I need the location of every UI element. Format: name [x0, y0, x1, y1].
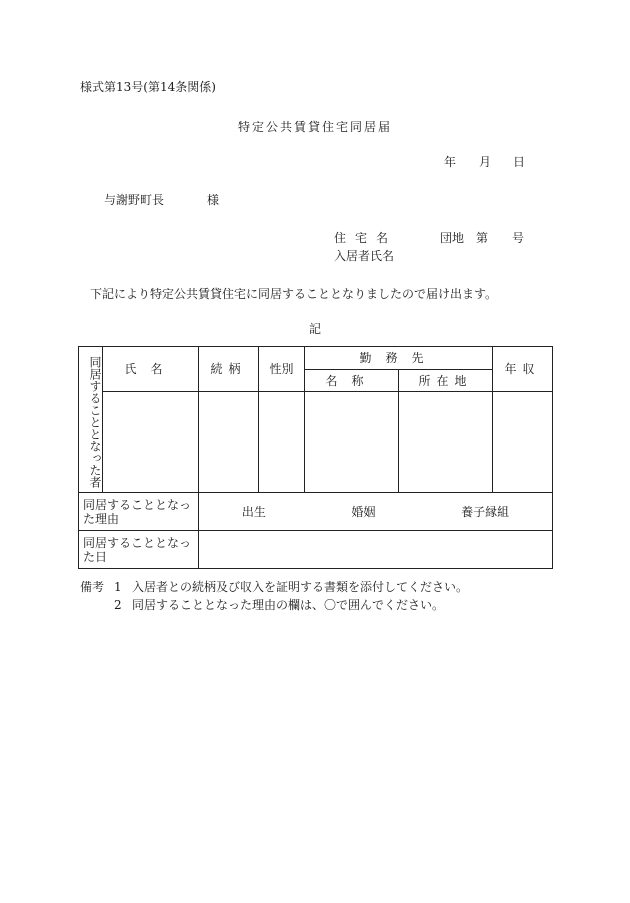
- resident-name-label: 入居者氏名: [334, 249, 395, 263]
- note-text: 同居することとなった理由の欄は、〇で囲んでください。: [132, 598, 445, 612]
- reason-birth[interactable]: 出生: [241, 504, 266, 519]
- workplace-address-cell[interactable]: [399, 392, 493, 493]
- header-name: 氏名: [103, 347, 199, 392]
- residence-label: 住宅名: [334, 231, 398, 245]
- reason-marriage[interactable]: 婚姻: [351, 504, 376, 519]
- header-workplace: 勤務先: [305, 347, 493, 370]
- date-label: 同居することとなった日: [79, 531, 199, 569]
- form-number: 様式第13号(第14条関係): [80, 80, 216, 94]
- header-relation: 続柄: [199, 347, 259, 392]
- name-cell[interactable]: [103, 392, 199, 493]
- residence-number-suffix: 号: [512, 231, 525, 245]
- note-text: 入居者との続柄及び収入を証明する書類を添付してください。: [132, 580, 469, 594]
- reason-options: [199, 493, 553, 531]
- residence-block-label: 団地: [440, 231, 465, 245]
- reason-adoption[interactable]: 養子縁組: [461, 504, 510, 519]
- residence-number-prefix: 第: [476, 231, 489, 245]
- document-title: 特定公共賃貸住宅同居届: [237, 120, 392, 134]
- notes: [80, 578, 468, 614]
- cohabitant-table: [78, 346, 553, 569]
- note-number: 1: [114, 580, 122, 594]
- notes-label: 備考: [80, 580, 105, 594]
- reason-label: 同居することとなった理由: [79, 493, 199, 531]
- date-month-label: 月: [479, 155, 492, 169]
- date-day-label: 日: [513, 155, 526, 169]
- header-income: 年収: [493, 347, 553, 392]
- date-cell[interactable]: [199, 531, 553, 569]
- addressee: 与謝野町長: [104, 193, 165, 207]
- workplace-name-cell[interactable]: [305, 392, 399, 493]
- note-number: 2: [114, 598, 122, 612]
- note-1: [80, 578, 468, 596]
- statement-text: 下記により特定公共賃貸住宅に同居することとなりましたので届け出ます。: [90, 287, 498, 301]
- date-year-label: 年: [444, 155, 457, 169]
- header-gender: 性別: [259, 347, 305, 392]
- gender-cell[interactable]: [259, 392, 305, 493]
- header-workplace-name: 名称: [305, 370, 399, 392]
- cohabitant-row-label: 同居することとなった者: [79, 347, 103, 493]
- income-cell[interactable]: [493, 392, 553, 493]
- addressee-suffix: 様: [207, 193, 220, 207]
- relation-cell[interactable]: [199, 392, 259, 493]
- header-workplace-address: 所在地: [399, 370, 493, 392]
- note-2: [80, 596, 468, 614]
- record-heading: 記: [308, 322, 321, 336]
